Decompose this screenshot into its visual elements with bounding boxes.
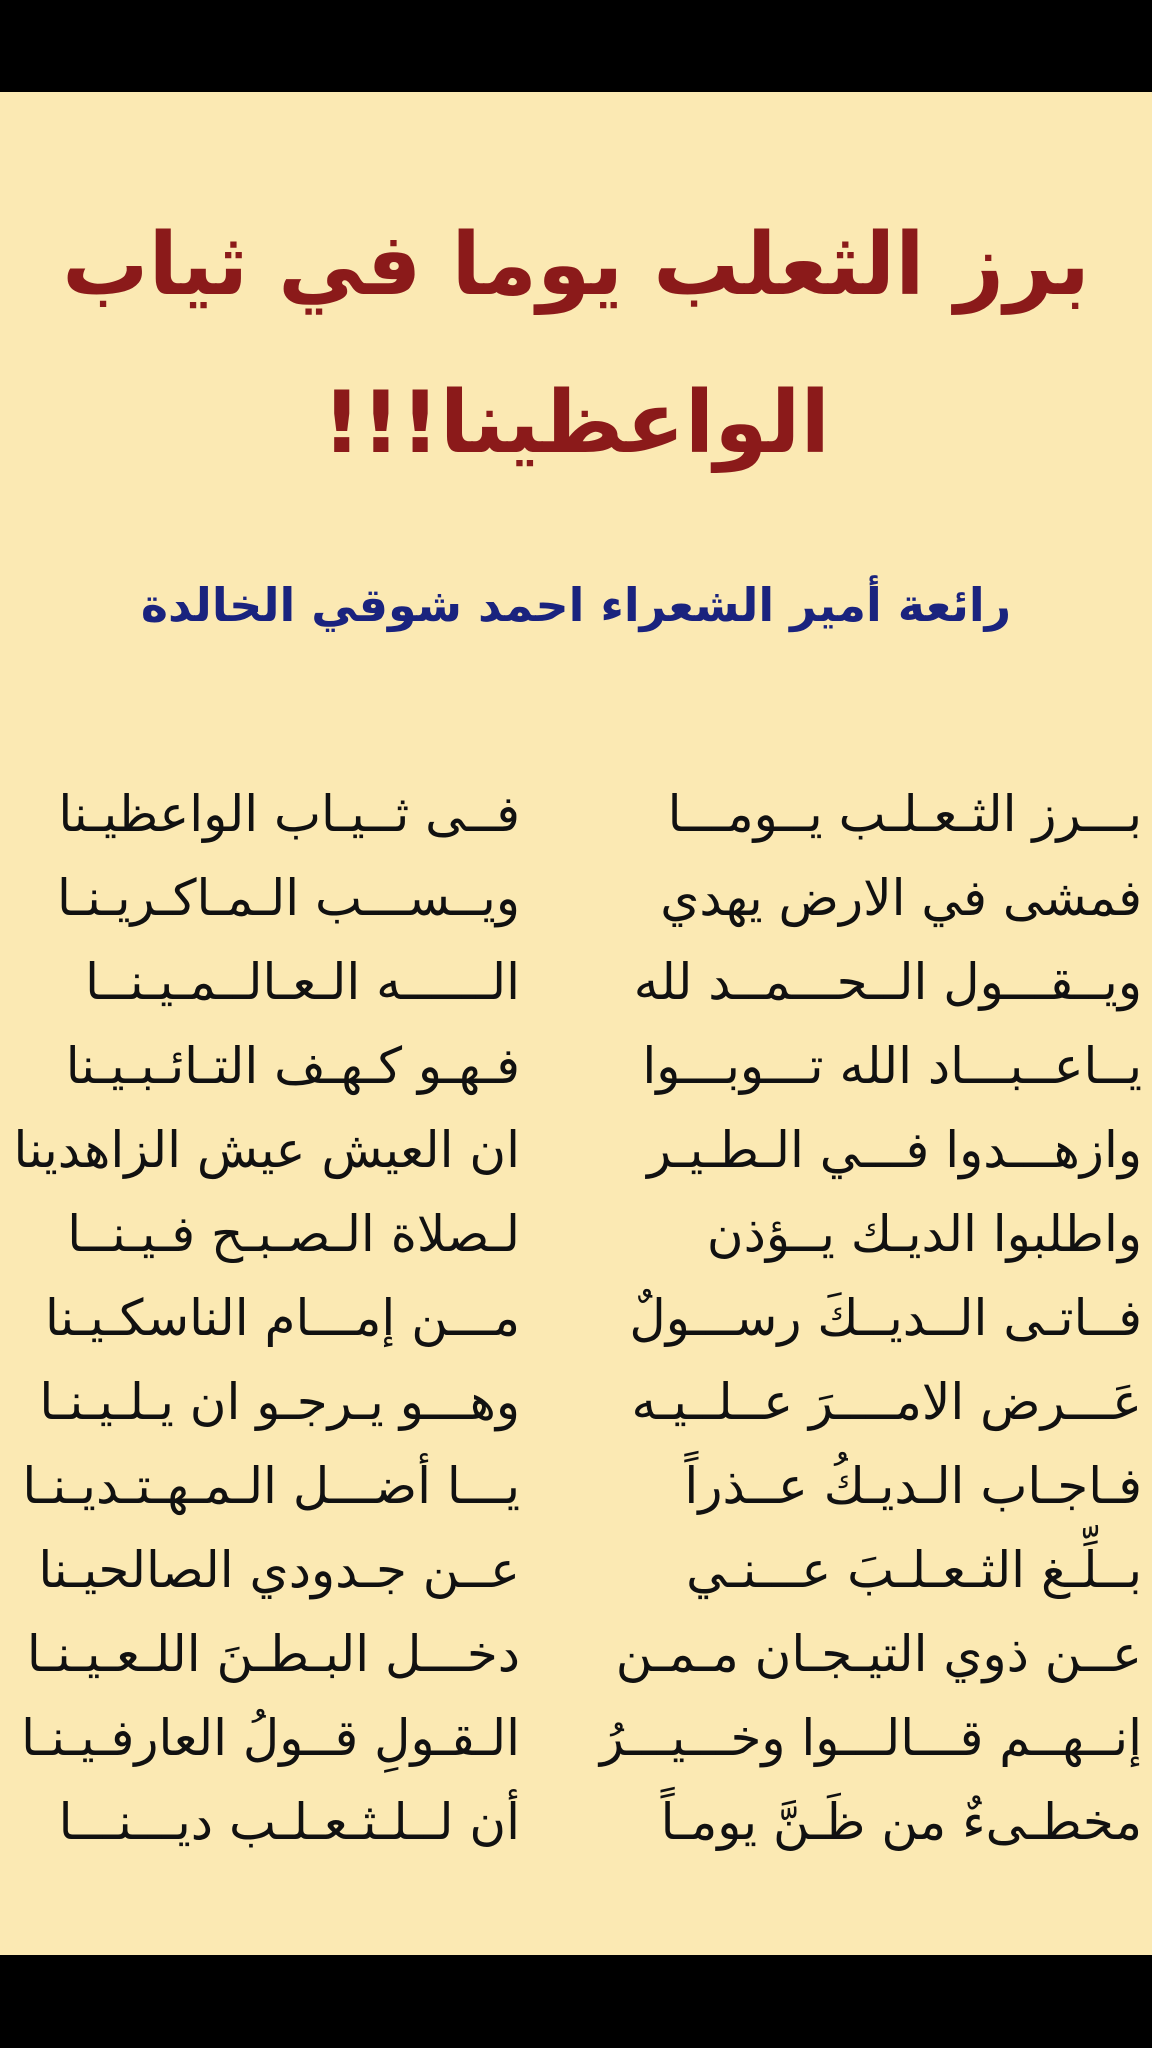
verse-first-hemistich: يــاعــبـــاد الله تـــوبـــوا xyxy=(642,1037,1142,1095)
verse-5 xyxy=(0,1108,1152,1192)
verse-12 xyxy=(0,1696,1152,1780)
verse-second-hemistich: يـــا أضـــل الـمـهـتـديـنـا xyxy=(22,1457,520,1515)
verse-3 xyxy=(0,940,1152,1024)
verse-second-hemistich: عــن جـدودي الصالحيـنا xyxy=(38,1541,520,1599)
verse-second-hemistich: ويــســـب الـمـاكـريـنـا xyxy=(56,869,520,927)
verse-second-hemistich: ان العيش عيش الزاهدينا xyxy=(13,1121,520,1179)
verse-second-hemistich: مـــن إمـــام الناسكـيـنا xyxy=(44,1289,520,1347)
verse-first-hemistich: ويــقـــول الــحـــمــد لله xyxy=(633,953,1142,1011)
verse-first-hemistich: إنــهــم قـــالـــوا وخـــيـــرُ xyxy=(599,1709,1142,1767)
verse-second-hemistich: فــى ثــيـاب الواعظيـنا xyxy=(58,785,520,843)
verse-second-hemistich: لـصلاة الـصـبـح فـيـنــا xyxy=(67,1205,520,1263)
poem-page xyxy=(0,92,1152,1955)
verse-first-hemistich: بــلِّـغ الثـعـلـبَ عـــنـي xyxy=(686,1541,1142,1599)
verse-first-hemistich: مخطـىءٌ من ظَـنَّ يومـاً xyxy=(660,1793,1142,1851)
verse-second-hemistich: دخـــل البـطـنَ اللـعـيـنـا xyxy=(26,1625,520,1683)
verse-10 xyxy=(0,1528,1152,1612)
verse-second-hemistich: وهـــو يـرجـو ان يـلـيـنـا xyxy=(39,1373,520,1431)
verse-4 xyxy=(0,1024,1152,1108)
verse-13 xyxy=(0,1780,1152,1864)
verse-second-hemistich: أن لــلـثـعـلـب ديـــنـــا xyxy=(58,1793,520,1851)
verse-8 xyxy=(0,1360,1152,1444)
verse-first-hemistich: فـاجـاب الـديـكُ عــذراً xyxy=(684,1457,1142,1515)
poem-title-line2: الواعظينا!!! xyxy=(322,373,830,473)
verse-2 xyxy=(0,856,1152,940)
verse-first-hemistich: بـــرز الثـعـلـب يــومـــا xyxy=(667,785,1142,843)
bottom-black-bar xyxy=(0,1955,1152,2048)
verse-first-hemistich: عــن ذوي التيـجـان مـمـن xyxy=(615,1625,1142,1683)
verse-first-hemistich: وازهـــدوا فـــي الـطـيـر xyxy=(647,1121,1142,1179)
verse-first-hemistich: فمشى في الارض يهدي xyxy=(660,869,1142,927)
verse-second-hemistich: الــــــه الـعـالــمـيـنــا xyxy=(85,953,520,1011)
verse-first-hemistich: عَـــرض الامــــرَ عــلــيـه xyxy=(631,1373,1142,1431)
verse-1 xyxy=(0,772,1152,856)
verse-9 xyxy=(0,1444,1152,1528)
poem-title-line1: برز الثعلب يوما في ثياب xyxy=(62,215,1090,315)
verse-first-hemistich: فــاتـى الــديــكَ رســـولٌ xyxy=(629,1289,1142,1347)
verse-first-hemistich: واطلبوا الديـك يــؤذن xyxy=(706,1205,1142,1263)
verse-7 xyxy=(0,1276,1152,1360)
top-black-bar xyxy=(0,0,1152,92)
verse-11 xyxy=(0,1612,1152,1696)
verse-second-hemistich: فـهـو كـهـف التـائـبـيـنا xyxy=(65,1037,520,1095)
poem-subtitle: رائعة أمير الشعراء احمد شوقي الخالدة xyxy=(140,578,1012,632)
verse-second-hemistich: الـقـولِ قــولُ العارفـيـنـا xyxy=(21,1709,520,1767)
verse-6 xyxy=(0,1192,1152,1276)
